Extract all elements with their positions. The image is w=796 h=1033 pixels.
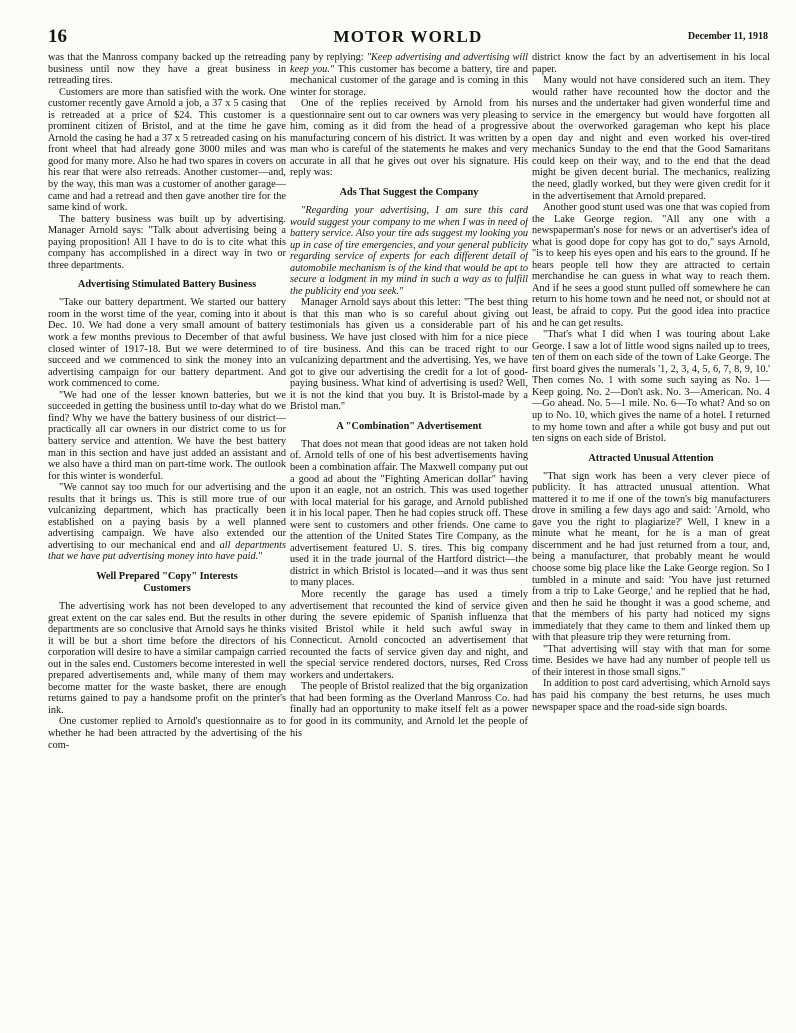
paragraph: More recently the garage has used a timely advertisement that recounted the kind of service given during the severe epidemic of Spanish influenza that visited Bristol while it held such awful sway in Connecticut. Arnold concocted an advertisement that recounted the facts of service given day and night, and the special service rendered doctors, nurses, Red Cross workers and undertakers. — [290, 588, 528, 681]
paragraph-text: "We cannot say too much for our advertising and the results that it brings us. This is still more true of our vulcanizing department, which has practically been established on a paying basis by a well planned advertising campaign. We have also extended our advertising to our mechanical end and — [48, 482, 286, 551]
column-1 — [48, 52, 286, 1026]
paragraph: Customers are more than satisfied with the work. One customer recently gave Arnold a job, a 37 x 5 casing that is retreaded at a price of $24. This customer is a prominent citizen of Bristol, and at the time he gave Arnold the casing he had a 37 x 5 retreaded casing on his front wheel that had already gone 3000 miles and was good for many more. Also he had two spares in covers on his rear that were also retreads. Another customer—and, by the way, this man was a customer of another garage—came and had a retread and then gave another tire for the same kind of work. — [48, 86, 286, 214]
paragraph-text: pany by replying: — [290, 52, 367, 63]
paragraph: Manager Arnold says about this letter: "The best thing is that this man who is so careful about giving out testimonials has given us a considerable part of his business. We have just closed with him for a nice piece of tire business. And this can be traced right to our vulcanizing department and the advertising. Yes, we have got to give our advertising the credit for a lot of good-paying business. What kind of advertising is used? Well, it is not the kind that you buy. It is Bristol-made by a Bristol man." — [290, 297, 528, 413]
paragraph: Many would not have considered such an item. They would rather have recounted how the doctor and the nurses and the undertaker had given wonderful time and service in the emergency but would have forgotten all about the overworked garageman who kept his place open day and night and even worked his over-tired mechanics Sunday to the end that the Good Samaritans could keep on their way, and to the end that the dead might be given decent burial. The mechanics, realizing the need, gladly worked, but they were given credit for it in the advertisement that Arnold prepared. — [532, 75, 770, 202]
page-number: 16 — [48, 26, 67, 47]
quoted-letter: "Regarding your advertising, I am sure this card would suggest your company to me when I was in need of battery service. Also your tire ads suggest my looking you up in case of tire emergencies, and your general publicity regarding service of experts for each different detail of automobile mechanism is of the kind that would be apt to secure a lodgment in my mind in such a way as to fulfill the publicity end you seek." — [290, 205, 528, 297]
heading-line: Customers — [143, 582, 191, 594]
magazine-title: MOTOR WORLD — [333, 27, 483, 46]
paragraph: "We had one of the lesser known batteries, but we succeeded in getting the business until to-day what do we find? Why we have the battery business of our district—practically all car owners in our district come to us for battery service and attention. We have the best battery man in this section and have just added an assistant and we also have a third man on part-time work. The outlook for this winter is wonderful. — [48, 389, 286, 482]
article-body — [48, 52, 770, 1026]
paragraph: The people of Bristol realized that the big organization that had been forming as the Overland Manross Co. had finally had an opportunity to make itself felt as a power for good in its community, and Arnold let the people of his — [290, 681, 528, 739]
paragraph: "That sign work has been a very clever piece of publicity. It has attracted unusual attention. What mattered it to me if one of the town's big manufacturers drove in smiling a few days ago and said: 'Arnold, who gave you the right to plagiarize?' Well, I knew in a minute what he meant, for he is a man of great discernment and he had just returned from a tour, and, being a manufacturer, that probably meant he would choose some big place like the Lake George region. So I tumbled in a minute and said: 'You have just returned from a trip to Lake George,' and he replied that he had, and then he said he thought it was a good scheme, and that the members of his party had noticed my signs immediately that they came to them and linked them up with that pleasure trip they were returning from. — [532, 470, 770, 644]
section-heading: Advertising Stimulated Battery Business — [77, 279, 257, 291]
section-heading — [48, 571, 286, 595]
paragraph: One customer replied to Arnold's questionnaire as to whether he had been attracted by the advertising of the com- — [48, 716, 286, 751]
heading-line: Well Prepared "Copy" Interests — [96, 570, 238, 582]
column-3 — [532, 52, 770, 1026]
paragraph: was that the Manross company backed up the retreading business until now they have a great business in retreading tires. — [48, 52, 286, 87]
paragraph: One of the replies received by Arnold from his questionnaire sent out to car owners was very pleasing to him, coming as it did from the head of a progressive manufacturing concern of his district. It was written by a man who is careful of the statements he makes and very accurate in all that he gives out over his signature. His reply was: — [290, 98, 528, 179]
issue-date: December 11, 1918 — [687, 31, 768, 42]
paragraph: In addition to post card advertising, which Arnold says has paid his company the best returns, he uses much newspaper space and the road-side sign boards. — [532, 678, 770, 713]
paragraph — [48, 482, 286, 563]
paragraph — [290, 52, 528, 98]
paragraph: district know the fact by an advertisement in his local paper. — [532, 52, 770, 75]
column-2 — [290, 52, 528, 1026]
page-header — [48, 26, 768, 50]
paragraph: The battery business was built up by advertising. Manager Arnold says: "Talk about advertising being a paying proposition! All I have to do is to cite what this company has accomplished in a direct way in two or three departments. — [48, 213, 286, 271]
section-heading: Attracted Unusual Attention — [588, 452, 714, 464]
paragraph-text: This customer has become a battery, tire and mechanical customer of the garage and is coming in this winter for storage. — [290, 63, 528, 98]
paragraph: "That's what I did when I was touring about Lake George. I saw a lot of little wood signs nailed up to trees, ten of them on each side of the town of Lake George. The first board gives the numerals '1, 2, 3, 4, 5, 6, 7, 8, 9, 10.' Then comes No. 1 with some such saying as No. 1—Keep going. No. 2—Don't ask. No. 3—American. No. 4—Go ahead. No. 5—1 mile. No. 6—To what? And so on up to No. 10, which gives the name of a hotel. I returned to my home town and after a while got busy and put out ten signs on each side of Bristol. — [532, 329, 770, 445]
section-heading: Ads That Suggest the Company — [339, 187, 479, 199]
paragraph: "That advertising will stay with that man for some time. Besides we have had any number of people tell us of their interest in those small signs." — [532, 643, 770, 678]
paragraph: The advertising work has not been developed to any great extent on the car sales end. But the results in other departments are so conclusive that Arnold says he thinks it will be but a short time before the directors of his corporation will desire to have a similar campaign carried out in the sales end. Customers become interested in well prepared advertisements and, while many of them may become matter for the waste basket, there are enough returns gained to pay a handsome profit on the printer's ink. — [48, 600, 286, 716]
section-heading: A "Combination" Advertisement — [336, 420, 482, 432]
paragraph: Another good stunt used was one that was copied from the Lake George region. "All any one with a newspaperman's nose for news or an advertiser's idea of what is good dope for copy has got to do," says Arnold, "is to keep his eyes open and his ears to the ground. If he hears people tell how they are attracted to certain merchandise he can guess in what way to reach them. And if he sees a good stunt pulled off somewhere he can return to his home town and he need not, or should not at least, be afraid to copy. Put the good idea into practice and he can get results. — [532, 202, 770, 329]
paragraph: "Take our battery department. We started our battery room in the worst time of the year, coming into it about Dec. 10. We had done a very small amount of battery work a few months previous to December of that awful closed winter of 1917-18. But we were determined to succeed and we commenced to sink the money into an advertising campaign for our battery department. And work commenced to come. — [48, 297, 286, 390]
paragraph: That does not mean that good ideas are not taken hold of. Arnold tells of one of his best advertisements having been a combination affair. The Maxwell company put out a good ad about the "Fighting American dollar" having upon it an eagle, not an ostrich. This was used together with local material for his garage, and Arnold published it in his local paper. Then he had copies struck off. These were sent to customers and other friends. One came to the attention of the United States Tire Company, as the advertisement featured U. S. tires. This big company used it in the trade journal of the Hartford district—the district in which Bristol is located—and it was thus sent to many places. — [290, 438, 528, 589]
emphasis-text: all departments that we have put advertising money into have paid. — [48, 539, 286, 563]
emphasis-text: "Keep advertising and advertising will keep you." — [290, 52, 528, 75]
closing-quote: " — [258, 551, 263, 563]
